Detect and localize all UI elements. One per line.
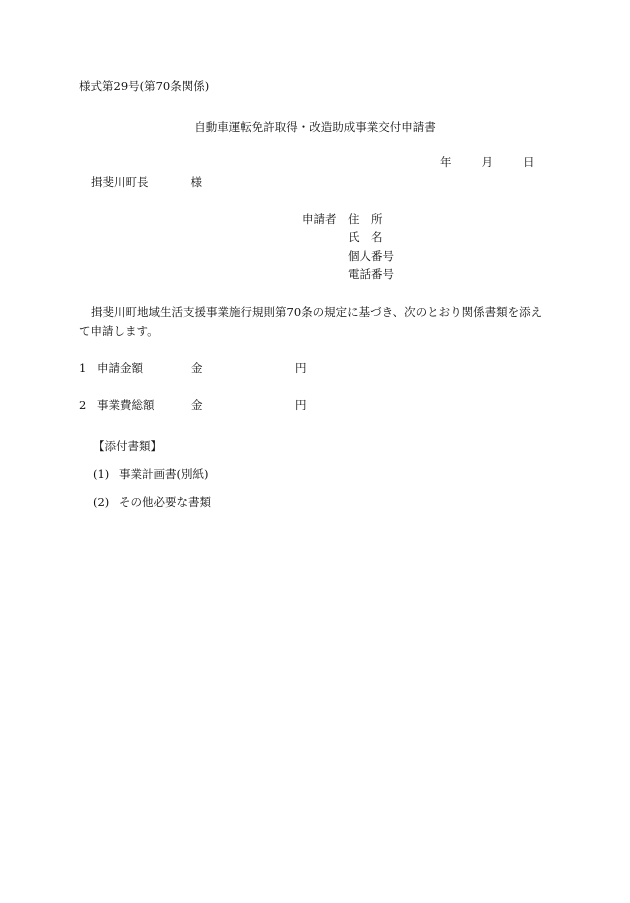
attachment-text: 事業計画書(別紙) <box>119 467 209 481</box>
item-prefix: 金 <box>191 398 203 412</box>
applicant-address-label: 住 所 <box>348 212 383 226</box>
addressee-honorific: 様 <box>190 175 202 189</box>
date-day: 日 <box>523 155 535 169</box>
item-unit: 円 <box>295 361 307 375</box>
item-prefix: 金 <box>191 361 203 375</box>
date-year: 年 <box>440 155 452 169</box>
item-label: 申請金額 <box>97 361 143 375</box>
form-number: 様式第29号(第70条関係) <box>79 79 210 93</box>
attachments-heading: 【添付書類】 <box>93 439 162 453</box>
attachment-number: (1) <box>93 467 110 481</box>
applicant-name-label: 氏 名 <box>348 230 383 244</box>
applicant-individual-number-label: 個人番号 <box>348 249 394 263</box>
item-number: 2 <box>79 398 87 412</box>
item-unit: 円 <box>295 398 307 412</box>
body-paragraph: 揖斐川町地域生活支援事業施行規則第70条の規定に基づき、次のとおり関係書類を添えて申請します。 <box>79 305 543 338</box>
date-month: 月 <box>481 155 493 169</box>
document-title: 自動車運転免許取得・改造助成事業交付申請書 <box>194 120 436 134</box>
attachment-item <box>93 496 211 510</box>
attachment-item <box>93 468 208 482</box>
item-total-cost <box>79 399 307 413</box>
attachment-number: (2) <box>93 495 110 509</box>
applicant-phone-label: 電話番号 <box>348 267 394 281</box>
item-application-amount <box>79 362 307 376</box>
attachment-text: その他必要な書類 <box>119 495 211 509</box>
date-line <box>440 156 535 170</box>
item-label: 事業費総額 <box>97 398 155 412</box>
applicant-label: 申請者 <box>302 212 337 226</box>
addressee <box>91 176 202 190</box>
addressee-name: 揖斐川町長 <box>91 175 149 189</box>
item-number: 1 <box>79 361 87 375</box>
